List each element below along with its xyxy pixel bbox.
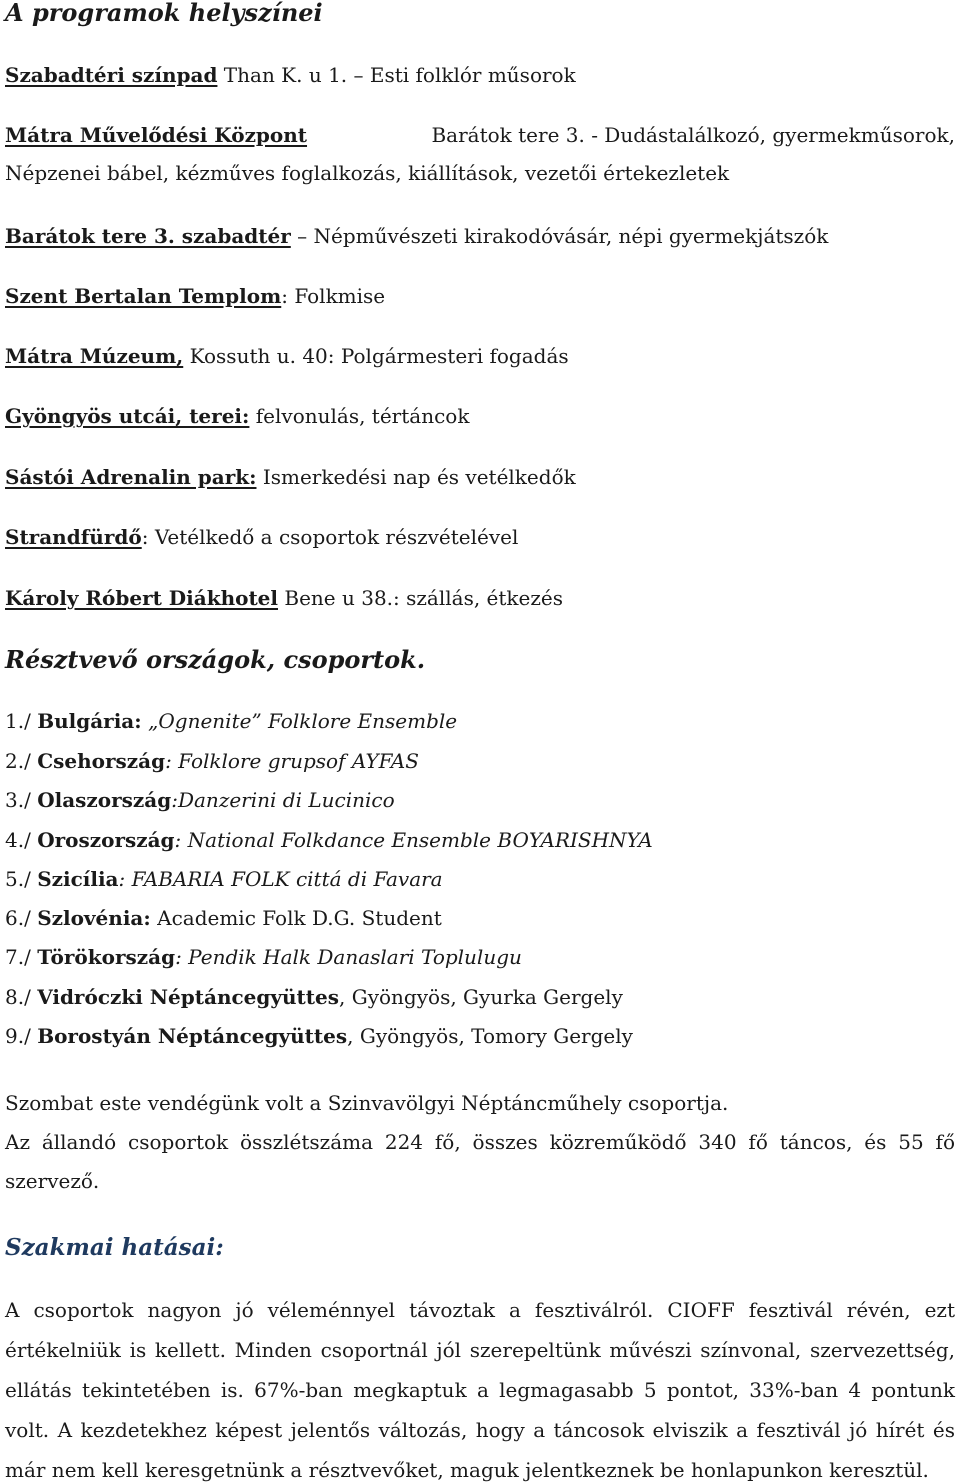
location-name: Gyöngyös utcái, terei: bbox=[5, 404, 250, 428]
location-line-cont: Népzenei bábel, kézműves foglalkozás, kiállítások, vezetői értekezletek bbox=[5, 161, 730, 185]
location-detail: Barátok tere 3. - Dudástalálkozó, gyermekműsorok, bbox=[431, 123, 955, 147]
location-line bbox=[5, 585, 563, 611]
heading-professional-effects: Szakmai hatásai: bbox=[5, 1234, 224, 1261]
group-ensemble: : Folklore grupsof AYFAS bbox=[165, 749, 419, 773]
paragraph-effects-line: A csoportok nagyon jó véleménnyel távoztak a fesztiválról. CIOFF fesztivál révén, ezt bbox=[5, 1298, 955, 1322]
group-item bbox=[5, 944, 522, 970]
group-item bbox=[5, 787, 395, 813]
location-line bbox=[5, 223, 828, 249]
location-line bbox=[5, 62, 576, 88]
group-country: Szlovénia: bbox=[37, 906, 151, 930]
paragraph-effects-line: már nem kell keresgetnünk a résztvevőket, maguk jelentkeznek be honlapunkon keresztül. bbox=[5, 1458, 929, 1482]
group-country: Szicília bbox=[37, 867, 119, 891]
group-number: 7./ bbox=[5, 945, 38, 969]
location-line bbox=[5, 283, 385, 309]
group-number: 2./ bbox=[5, 749, 38, 773]
group-item bbox=[5, 748, 419, 774]
paragraph-guest: Szombat este vendégünk volt a Szinvavölgyi Néptáncműhely csoportja. bbox=[5, 1091, 729, 1115]
location-detail: Ismerkedési nap és vetélkedők bbox=[256, 465, 576, 489]
group-number: 3./ bbox=[5, 788, 38, 812]
location-name: Mátra Művelődési Központ bbox=[5, 123, 308, 147]
location-line bbox=[5, 403, 469, 429]
group-ensemble: : FABARIA FOLK cittá di Favara bbox=[118, 867, 443, 891]
location-name: Szent Bertalan Templom bbox=[5, 284, 282, 308]
group-ensemble: : National Folkdance Ensemble BOYARISHNYA bbox=[174, 828, 653, 852]
paragraph-effects-line: ellátás tekintetében is. 67%-ban megkaptuk a legmagasabb 5 pontot, 33%-ban 4 pontunk bbox=[5, 1378, 955, 1402]
location-name: Strandfürdő bbox=[5, 525, 142, 549]
location-detail: Than K. u 1. – Esti folklór műsorok bbox=[217, 63, 576, 87]
group-ensemble: „Ognenite” Folklore Ensemble bbox=[141, 709, 458, 733]
location-name: Mátra Múzeum, bbox=[5, 344, 184, 368]
group-number: 4./ bbox=[5, 828, 38, 852]
location-name: Szabadtéri színpad bbox=[5, 63, 218, 87]
group-country: Borostyán Néptáncegyüttes bbox=[37, 1024, 348, 1048]
location-detail: felvonulás, tértáncok bbox=[249, 404, 470, 428]
location-detail: Kossuth u. 40: Polgármesteri fogadás bbox=[183, 344, 569, 368]
heading-program-locations: A programok helyszínei bbox=[5, 0, 323, 27]
group-country: Törökország bbox=[37, 945, 176, 969]
location-line bbox=[5, 122, 955, 148]
group-country: Olaszország bbox=[37, 788, 172, 812]
group-ensemble: : Pendik Halk Danaslari Toplulugu bbox=[175, 945, 522, 969]
location-line bbox=[5, 343, 569, 369]
group-item bbox=[5, 708, 457, 734]
group-item bbox=[5, 1023, 633, 1049]
group-item bbox=[5, 905, 442, 931]
group-country: Vidróczki Néptáncegyüttes bbox=[37, 985, 340, 1009]
group-number: 8./ bbox=[5, 985, 38, 1009]
paragraph-effects-line: volt. A kezdetekhez képest jelentős változás, hogy a táncosok elviszik a fesztivál jó hírét és bbox=[5, 1418, 955, 1442]
location-detail: Bene u 38.: szállás, étkezés bbox=[278, 586, 564, 610]
group-ensemble: , Gyöngyös, Tomory Gergely bbox=[347, 1024, 633, 1048]
group-item bbox=[5, 866, 443, 892]
group-number: 1./ bbox=[5, 709, 38, 733]
group-country: Bulgária: bbox=[37, 709, 142, 733]
location-detail: : Folkmise bbox=[281, 284, 386, 308]
location-name: Barátok tere 3. szabadtér bbox=[5, 224, 291, 248]
group-ensemble: Academic Folk D.G. Student bbox=[150, 906, 442, 930]
location-line bbox=[5, 464, 576, 490]
paragraph-headcount-line: Az állandó csoportok összlétszáma 224 fő, összes közreműködő 340 fő táncos, és 55 fő bbox=[5, 1130, 955, 1154]
group-item bbox=[5, 984, 623, 1010]
group-ensemble: , Gyöngyös, Gyurka Gergely bbox=[339, 985, 623, 1009]
location-detail: : Vetélkedő a csoportok részvételével bbox=[141, 525, 519, 549]
group-number: 9./ bbox=[5, 1024, 38, 1048]
paragraph-headcount-line: szervező. bbox=[5, 1169, 100, 1193]
paragraph-effects-line: értékelniük is kellett. Minden csoportnál jól szerepeltünk művészi színvonal, szervezettség, bbox=[5, 1338, 955, 1362]
location-detail: – Népművészeti kirakodóvásár, népi gyermekjátszók bbox=[290, 224, 829, 248]
group-country: Oroszország bbox=[37, 828, 175, 852]
group-country: Csehország bbox=[37, 749, 166, 773]
location-name: Károly Róbert Diákhotel bbox=[5, 586, 279, 610]
group-number: 6./ bbox=[5, 906, 38, 930]
location-line bbox=[5, 524, 518, 550]
heading-participating-countries: Résztvevő országok, csoportok. bbox=[5, 645, 426, 674]
group-ensemble: :Danzerini di Lucinico bbox=[171, 788, 395, 812]
group-item bbox=[5, 827, 653, 853]
group-number: 5./ bbox=[5, 867, 38, 891]
location-name: Sástói Adrenalin park: bbox=[5, 465, 257, 489]
